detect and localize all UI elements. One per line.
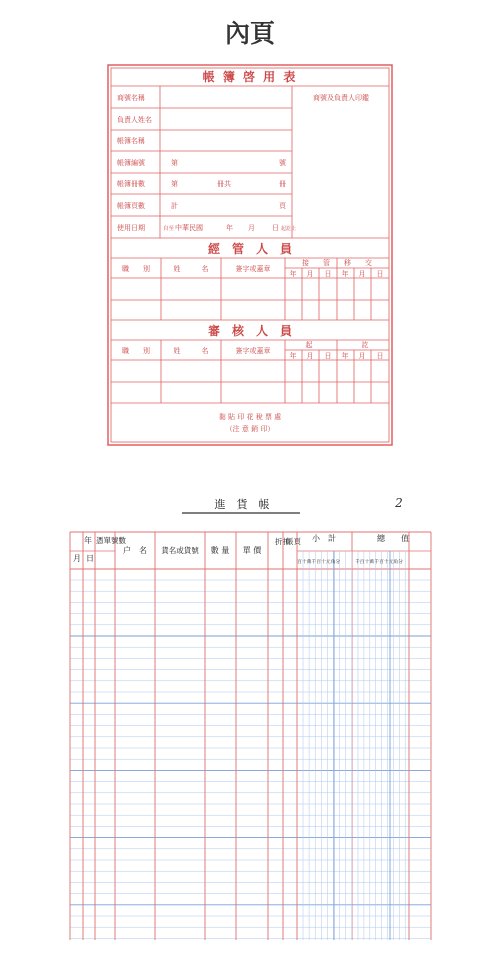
row-label-owner: 負責人姓名 [117, 116, 152, 124]
managers-transfer-label: 接 管 移 交 [302, 259, 372, 267]
row-label-pages: 帳簿頁數 [117, 202, 145, 210]
volumes-prefix: 第 [171, 180, 178, 188]
header-account: 户 名 [123, 546, 147, 555]
stamp-area-label: 黏 貼 印 花 稅 票 處 [218, 413, 282, 421]
managers-col-sign: 簽字或蓋章 [235, 265, 271, 273]
header-day: 日 [86, 554, 94, 563]
purchase-ledger-page [0, 480, 500, 950]
auditors-title: 審 核 人 員 [207, 324, 293, 338]
header-year: 年 [84, 536, 92, 545]
section-heading: 內頁 [224, 19, 275, 48]
managers-title: 經 管 人 員 [207, 242, 293, 256]
usage-year: 年 [226, 224, 233, 232]
row-label-book-name: 帳簿名稱 [117, 137, 145, 145]
cover-title: 帳 簿 啓 用 表 [202, 70, 298, 84]
auditors-unit-month-2: 月 [358, 352, 366, 360]
usage-day: 日 [272, 224, 279, 232]
row-label-usage-date: 使用日期 [117, 224, 145, 232]
auditors-col-name: 姓 名 [173, 347, 209, 355]
header-price: 單 價 [242, 546, 262, 555]
managers-unit-year-2: 年 [341, 270, 349, 278]
managers-col-title: 職 別 [122, 265, 150, 273]
header-total: 總 值 [377, 534, 409, 543]
row-label-company: 商號名稱 [117, 94, 145, 102]
pages-suffix: 頁 [279, 202, 286, 210]
auditors-col-title: 職 別 [122, 347, 150, 355]
header-month: 月 [73, 554, 81, 563]
auditors-unit-year-1: 年 [289, 352, 297, 360]
managers-unit-day-2: 日 [376, 270, 384, 278]
auditors-unit-day-1: 日 [324, 352, 332, 360]
number-prefix: 第 [171, 159, 178, 167]
header-quantity: 數 量 [210, 546, 230, 555]
pages-prefix: 計 [171, 202, 178, 210]
header-folio: 帳頁 [286, 537, 301, 546]
row-label-volumes: 帳簿冊數 [117, 180, 145, 188]
auditors-col-sign: 簽字或蓋章 [235, 347, 271, 355]
auditors-unit-year-2: 年 [341, 352, 349, 360]
header-goods: 貨名或貨號 [161, 546, 199, 555]
digits-total: 千百十萬千百十元角分 [355, 560, 403, 565]
number-suffix: 號 [279, 159, 286, 167]
header-voucher: 憑單號數 [96, 536, 126, 545]
digits-subtotal: 百十萬千百十元角分 [297, 560, 341, 565]
usage-era: 中華民國 [175, 224, 203, 232]
auditors-period-label: 起 訖 [305, 341, 369, 349]
ledger-cover-form [0, 0, 500, 460]
usage-month: 月 [248, 224, 255, 232]
row-label-book-number: 帳簿編號 [117, 159, 145, 167]
managers-unit-month-1: 月 [306, 270, 314, 278]
auditors-unit-month-1: 月 [306, 352, 314, 360]
page-number: 2 [395, 496, 403, 510]
seal-label: 商號及負責人印鑑 [313, 94, 369, 102]
header-discount: 折扣 [275, 537, 290, 546]
volumes-mid: 冊共 [217, 180, 231, 188]
volumes-suffix: 冊 [279, 180, 286, 188]
usage-small: 自至 [163, 226, 175, 232]
stamp-area-note: （注 意 銷 印） [225, 425, 275, 433]
usage-suffix: 起訖止 [281, 226, 297, 232]
managers-unit-year-1: 年 [289, 270, 297, 278]
ledger-title: 進 貨 帳 [214, 498, 270, 511]
managers-unit-day-1: 日 [324, 270, 332, 278]
header-subtotal: 小 計 [312, 534, 336, 543]
auditors-unit-day-2: 日 [376, 352, 384, 360]
managers-unit-month-2: 月 [358, 270, 366, 278]
managers-col-name: 姓 名 [173, 265, 209, 273]
